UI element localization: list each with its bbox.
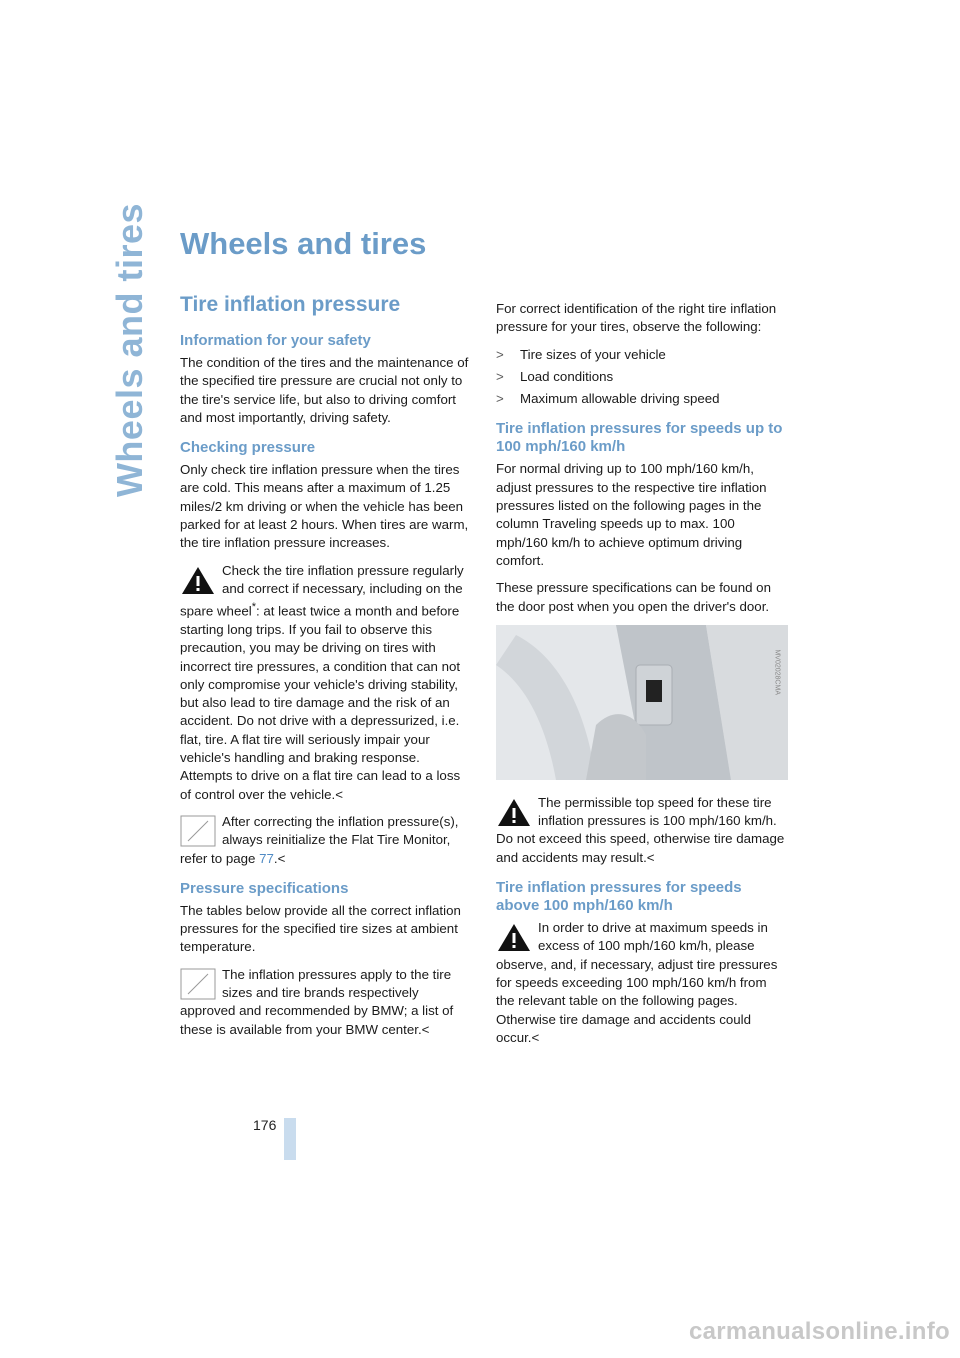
warning-note-check-pressure — [180, 562, 472, 804]
info-note-specifications — [180, 966, 472, 1039]
heading-checking-pressure: Checking pressure — [180, 439, 316, 457]
list-item — [496, 368, 788, 386]
warning-above-text: In order to drive at maximum speeds in excess of 100 mph/160 km/h, please observe, and, if necessary, adjust tire pressures for speeds exceeding 100 mph/160 km/h from the relevant table on the following pages. Otherwise tire damage and accidents could occur. — [496, 920, 778, 1045]
paragraph-pressure-specifications: The tables below provide all the correct inflation pressures for the specified tire sizes at ambient temperature. — [180, 902, 461, 955]
paragraph-identification: For correct identification of the right tire inflation pressure for your tires, observe the following: — [496, 301, 777, 335]
heading-information-safety: Information for your safety — [180, 332, 371, 349]
warning-note-top-speed — [496, 794, 788, 867]
left-column — [180, 292, 472, 1048]
warning-note-above-100 — [496, 919, 788, 1047]
page-number-bar — [284, 1118, 296, 1160]
warning-triangle-icon — [496, 796, 532, 830]
bullet-marker: > — [496, 368, 504, 384]
list-item-text: Maximum allowable driving speed — [520, 391, 720, 407]
end-mark: < — [335, 786, 343, 802]
list-item — [496, 346, 788, 364]
note-reinit-text-a: After correcting the inflation pressure(s), always reinitialize the Flat Tire Monitor, refer to page — [180, 813, 459, 866]
heading-speeds-above-100: Tire inflation pressures for speeds above 100 mph/160 km/h — [496, 879, 742, 915]
paragraph-checking-pressure: Only check tire inflation pressure when the tires are cold. This means after a maximum of 1.25 miles/2 km driving or when the vehicle has been parked for at least 2 hours. When tires are warm, the tire inflation pressure increases. — [180, 462, 469, 551]
end-mark: < — [277, 850, 286, 866]
info-note-reinitialize — [180, 813, 472, 868]
paragraph-information-safety: The condition of the tires and the maintenance of the specified tire pressure are crucial not only to the tire's service life, but also to driving comfort and most importantly, driving safety. — [180, 355, 469, 425]
note-reinit-text-b: . — [273, 850, 278, 866]
bullet-marker: > — [496, 391, 504, 407]
end-mark: < — [531, 1029, 540, 1045]
list-item — [496, 390, 788, 408]
footer-watermark-url: carmanualsonline.info — [688, 1318, 950, 1345]
photo-code: MV02028CMA — [774, 649, 781, 695]
end-mark: < — [421, 1021, 430, 1037]
note-specs-text: The inflation pressures apply to the tire sizes and tire brands respectively approved and recommended by BMW; a list of these is available from your BMW center. — [180, 966, 454, 1037]
list-item-text: Tire sizes of your vehicle — [520, 346, 666, 362]
warning-check-text-b: : at least twice a month and before starting long trips. If you fail to observe this precaution, you may be driving on tires with incorrect tire pressures, a condition that can not only compromise your vehicle's driving stability, but also lead to tire damage and the risk of an accident. Do not drive with a depressurized, i.e. flat, tire. A flat tire will seriously impair your vehicle's handling and braking response. Attempts to drive on a flat tire can lead to a loss of control over the vehicle. — [180, 603, 461, 802]
warning-triangle-icon — [496, 921, 532, 955]
warning-triangle-icon — [180, 564, 216, 598]
page-title: Wheels and tires — [180, 226, 427, 261]
heading-speeds-up-to-100: Tire inflation pressures for speeds up to 100 mph/160 km/h — [496, 420, 783, 456]
door-post-photo — [496, 625, 788, 780]
bullet-marker: > — [496, 346, 504, 362]
bullet-list — [496, 346, 788, 409]
paragraph-door-post: These pressure specifications can be found on the door post when you open the driver's door. — [496, 580, 771, 614]
note-box-icon — [180, 968, 216, 1002]
side-section-tab — [100, 202, 160, 498]
list-item-text: Load conditions — [520, 368, 614, 384]
end-mark: < — [646, 849, 655, 865]
warning-top-speed-text: The permissible top speed for these tire inflation pressures is 100 mph/160 km/h. Do not exceed this speed, otherwise tire damage and accidents may result. — [496, 794, 785, 865]
side-section-tab-label: Wheels and tires — [109, 202, 150, 498]
warning-check-text-a: Check the tire inflation pressure regularly and correct if necessary, including on the spare wheel — [180, 562, 464, 619]
page-reference-link[interactable]: 77 — [259, 850, 274, 866]
page-number: 176 — [253, 1117, 277, 1133]
note-box-icon — [180, 815, 216, 849]
right-column — [496, 300, 788, 1056]
heading-tire-inflation-pressure: Tire inflation pressure — [180, 293, 401, 316]
optional-equipment-star: * — [251, 601, 256, 614]
paragraph-speeds-up-to-100: For normal driving up to 100 mph/160 km/h, adjust pressures to the respective tire inflation pressures listed on the following pages in the column Traveling speeds up to max. 100 mph/160 km/h to achieve optimum driving comfort. — [496, 461, 767, 568]
heading-pressure-specifications: Pressure specifications — [180, 879, 349, 897]
